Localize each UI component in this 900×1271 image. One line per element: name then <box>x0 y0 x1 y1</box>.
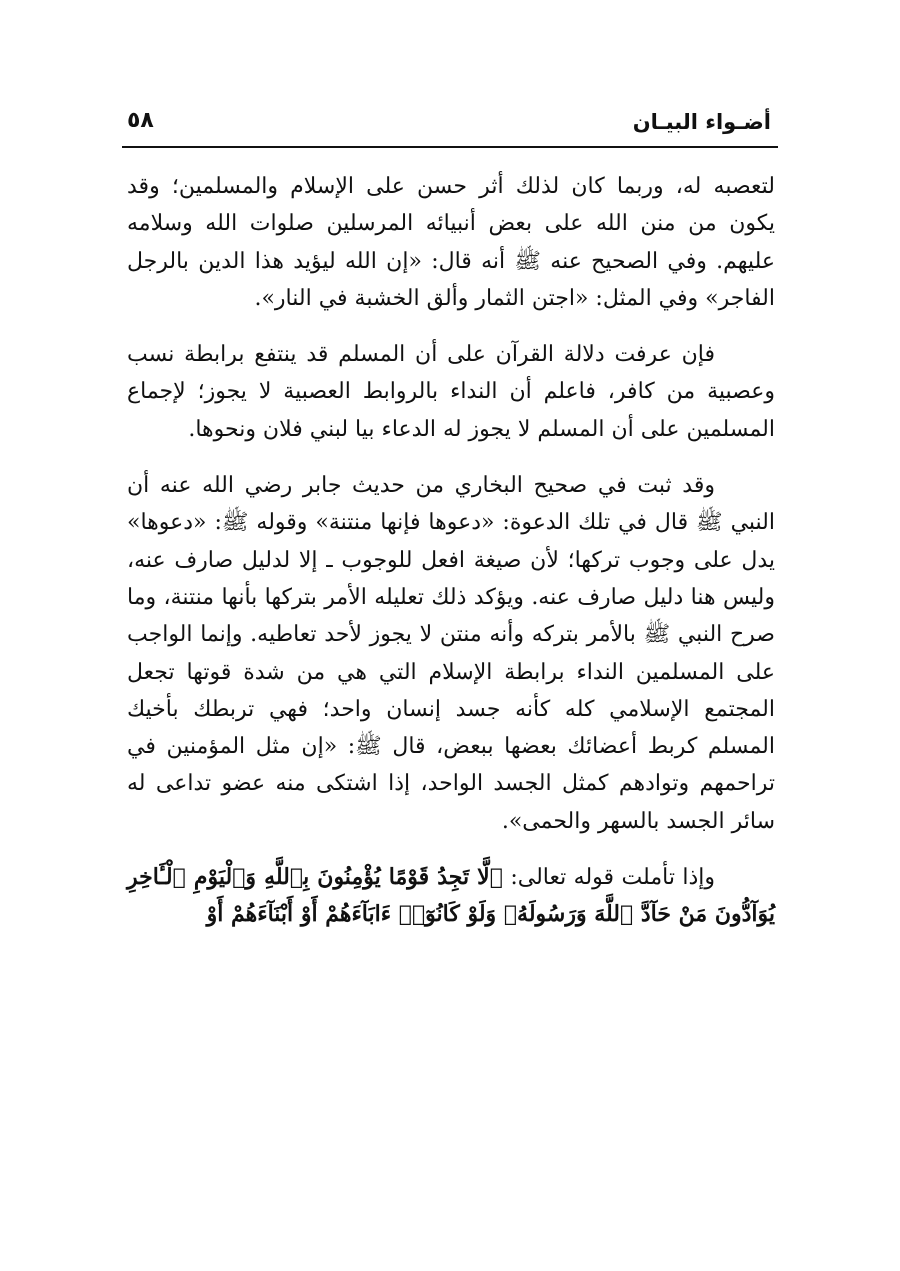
paragraph-3: وقد ثبت في صحيح البخاري من حديث جابر رضي الله عنه أن النبي ﷺ قال في تلك الدعوة: «دعوها فإنها منتنة» وقوله ﷺ: «دعوها» يدل على وجوب تركها؛ لأن صيغة افعل للوجوب ـ إلا لدليل صارف عنه، وليس هنا دليل صارف عنه. ويؤكد ذلك تعليله الأمر بتركها بأنها منتنة، وما صرح النبي ﷺ بالأمر بتركه وأنه منتن لا يجوز لأحد تعاطيه. وإنما الواجب على المسلمين النداء برابطة الإسلام التي هي من شدة قوتها تجعل المجتمع الإسلامي كله كأنه جسد إنسان واحد؛ فهي تربطك بأخيك المسلم كربط أعضائك بعضها ببعض، قال ﷺ: «إن مثل المؤمنين في تراحمهم وتوادهم كمثل الجسد الواحد، إذا اشتكى منه عضو تداعى له سائر الجسد بالسهر والحمى». <box>127 473 775 834</box>
page-body <box>127 168 775 934</box>
book-title: أضـواء البيـان <box>632 110 771 134</box>
page-header <box>125 108 775 142</box>
quran-verse: ﴿لَّا تَجِدُ قَوْمًا يُؤْمِنُونَ بِٱللَّهِ وَٱلْيَوْمِ ٱلْـَٔاخِرِ يُوَآدُّونَ مَنْ حَآدَّ ٱللَّهَ وَرَسُولَهُۥ وَلَوْ كَانُوٓا۟ ءَابَآءَهُمْ أَوْ أَبْنَآءَهُمْ أَوْ <box>127 864 775 928</box>
page-number: ٥٨ <box>127 108 154 133</box>
paragraph-4 <box>127 859 775 934</box>
paragraph-4-intro: وإذا تأملت قوله تعالى: <box>502 865 715 891</box>
header-divider <box>122 146 778 148</box>
paragraph-1: لتعصبه له، وربما كان لذلك أثر حسن على الإسلام والمسلمين؛ وقد يكون من منن الله على بعض أنبيائه المرسلين صلوات الله وسلامه عليهم. وفي الصحيح عنه ﷺ أنه قال: «إن الله ليؤيد هذا الدين بالرجل الفاجر» وفي المثل: «اجتن الثمار وألق الخشبة في النار». <box>127 174 775 311</box>
paragraph-2: فإن عرفت دلالة القرآن على أن المسلم قد ينتفع برابطة نسب وعصبية من كافر، فاعلم أن النداء بالروابط العصبية لا يجوز؛ لإجماع المسلمين على أن المسلم لا يجوز له الدعاء بيا لبني فلان ونحوها. <box>127 342 775 442</box>
